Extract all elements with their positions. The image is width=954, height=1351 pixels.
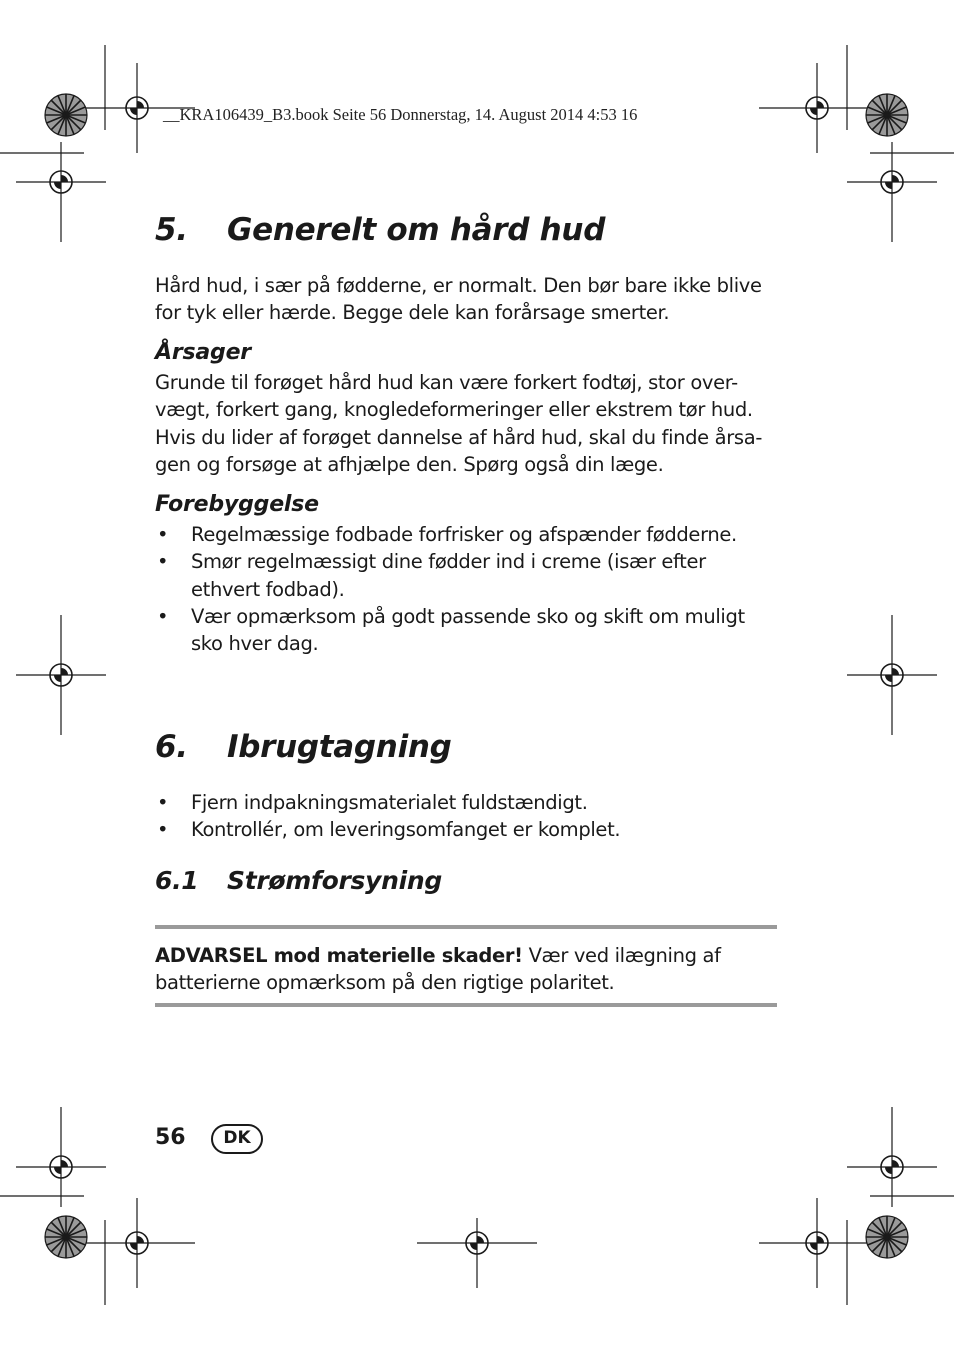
bullet-icon: • xyxy=(157,818,169,842)
causes-line: Hvis du lider af forøget dannelse af hård hud, skal du finde årsa- xyxy=(155,425,763,449)
list-item xyxy=(155,789,779,816)
warning-top-rule xyxy=(155,925,777,929)
bullet-icon: • xyxy=(157,550,169,574)
list-item-text: Regelmæssige fodbade forfrisker og afspænder fødderne. xyxy=(191,523,737,546)
section-6-1-heading xyxy=(155,866,442,895)
list-item xyxy=(155,603,779,658)
list-item-text: Fjern indpakningsmaterialet fuldstændigt. xyxy=(191,791,588,814)
list-item xyxy=(155,816,779,843)
warning-box xyxy=(155,942,779,997)
bullet-icon: • xyxy=(157,604,169,628)
setup-list xyxy=(155,789,779,844)
section-6-1-title: Strømforsyning xyxy=(227,866,442,895)
list-item-text: Smør regelmæssigt dine fødder ind i creme (især efter xyxy=(191,550,706,574)
list-item-text: ethvert fodbad). xyxy=(191,577,345,601)
intro-line: Hård hud, i sær på fødderne, er normalt. Den bør bare ikke blive xyxy=(155,274,762,297)
section-6-1-number: 6.1 xyxy=(155,866,199,895)
prevention-heading: Forebyggelse xyxy=(155,492,319,517)
intro-line: for tyk eller hærde. Begge dele kan forårsage smerter. xyxy=(155,301,670,325)
list-item-text: sko hver dag. xyxy=(191,632,319,656)
section-5-intro xyxy=(155,272,779,327)
section-5-heading xyxy=(155,212,605,248)
warning-label: ADVARSEL mod materielle skader! xyxy=(155,944,523,967)
star-target-icon xyxy=(45,94,908,1258)
warning-text: Vær ved ilægning af xyxy=(522,944,721,967)
list-item xyxy=(155,548,779,603)
section-5-number: 5. xyxy=(155,212,188,248)
causes-heading: Årsager xyxy=(155,340,251,365)
country-badge: DK xyxy=(211,1124,263,1154)
print-slug: __KRA106439_B3.book Seite 56 Donnerstag, 14. August 2014 4:53 16 xyxy=(163,105,638,124)
causes-line: vægt, forkert gang, knogledeformeringer eller ekstrem tør hud. xyxy=(155,398,753,422)
bullet-icon: • xyxy=(157,523,169,546)
list-item-text: Kontrollér, om leveringsomfanget er komplet. xyxy=(191,818,621,842)
warning-line xyxy=(155,942,779,969)
section-5-title: Generelt om hård hud xyxy=(227,212,606,248)
page-number: 56 xyxy=(155,1125,186,1150)
list-item xyxy=(155,521,779,548)
section-6-number: 6. xyxy=(155,729,188,765)
list-item-text: Vær opmærksom på godt passende sko og skift om muligt xyxy=(191,604,745,628)
prevention-list xyxy=(155,521,779,657)
causes-line: Grunde til forøget hård hud kan være forkert fodtøj, stor over- xyxy=(155,371,738,394)
causes-paragraph xyxy=(155,369,779,478)
section-6-title: Ibrugtagning xyxy=(227,729,452,765)
causes-line: gen og forsøge at afhjælpe den. Spørg også din læge. xyxy=(155,452,664,476)
section-6-heading xyxy=(155,729,452,765)
bullet-icon: • xyxy=(157,791,169,814)
warning-bottom-rule xyxy=(155,1003,777,1007)
warning-line: batterierne opmærksom på den rigtige polaritet. xyxy=(155,971,615,995)
